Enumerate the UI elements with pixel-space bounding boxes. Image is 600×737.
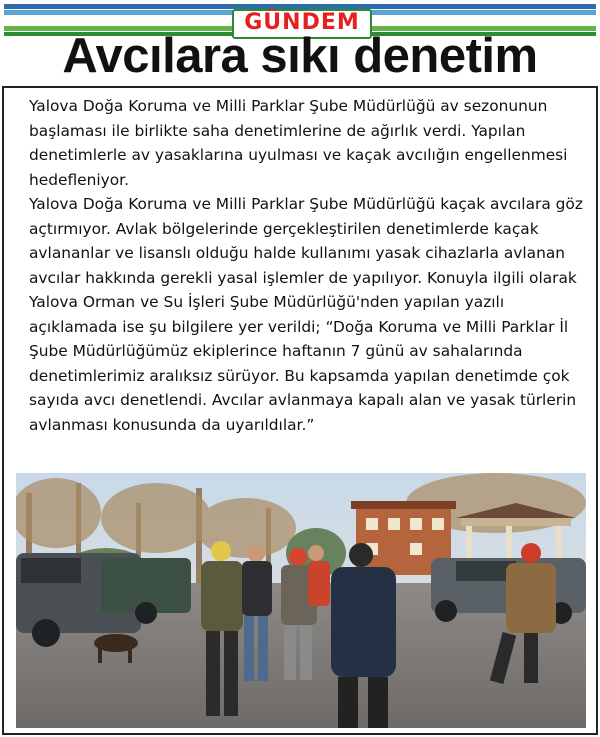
article-headline: Avcılara sıkı denetim [62,29,538,83]
article-body [29,94,589,437]
article-paragraph: Yalova Doğa Koruma ve Milli Parklar Şube Müdürlüğü kaçak avcılara göz açtırmıyor. Avlak bölgelerinde gerçekleştirilen denetimlerde kaçak avlananlar ve lisanslı olduğu halde kullanımı yasak cihazlarla avlanan avcılar hakkında gerekli yasal işlemler de yapılıyor. Konuyla ilgili olarak Yalova Orman ve Su İşleri Şube Müdürlüğü'nden yapılan yazılı açıklamada ise şu bilgilere yer verildi; “Doğa Koruma ve Milli Parklar İl Şube Müdürlüğümüz ekiplerince haftanın 7 günü av sahalarında denetimlerimiz aralıksız sürüyor. Bu kapsamda yapılan denetimde çok sayıda avcı denetlendi. Avcılar avlanmaya kapalı alan ve yasak türlerin avlanması konusunda da uyarıldılar.” [29,195,583,434]
article-photo [16,473,586,728]
section-label: GÜNDEM [232,9,372,39]
photo-illustration [16,473,586,728]
article-paragraph: Yalova Doğa Koruma ve Milli Parklar Şube Müdürlüğü av sezonunun başlaması ile birlikte saha denetimlerine de ağırlık verdi. Yapılan denetimlerle av yasaklarına uyulması ve kaçak avcılığın engellenmesi hedefleniyor. [29,97,568,189]
